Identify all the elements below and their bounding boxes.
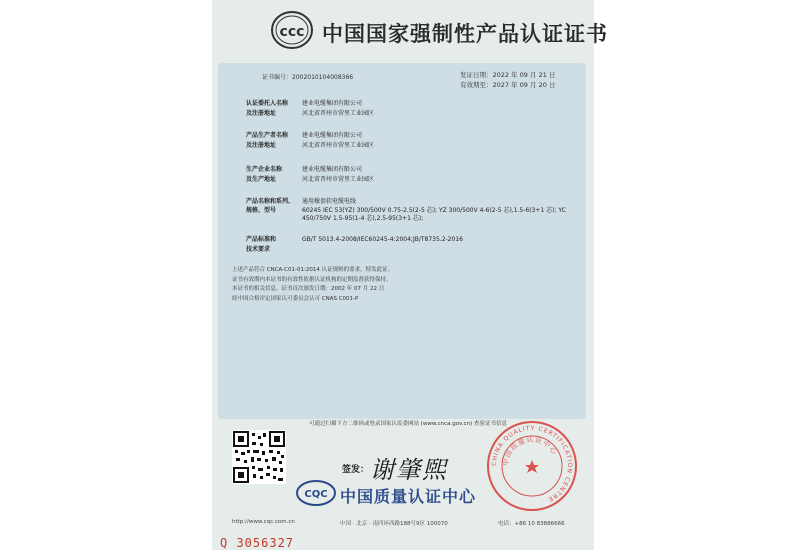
cert-number: 证书编号：2002010104008366	[262, 74, 354, 81]
field-value: 河北省晋州市营里工业园区	[302, 176, 375, 183]
note-line: 本证书的相关信息，证书首次颁发日期：2002 年 07 月 22 日	[232, 286, 385, 292]
field-value: GB/T 5013.4-2008/IEC60245-4:2004;JB/T8735.2-2016	[302, 236, 463, 243]
footer-phone: 电话：+86 10 83886666	[498, 521, 565, 527]
field-label: 产品名称和系列、	[246, 198, 295, 205]
field-label: 认证委托人名称	[246, 100, 289, 107]
field-label: 规格、型号	[246, 207, 277, 214]
footer-address: 中国 · 北京 · 南四环西路188号9区 100070	[340, 521, 448, 527]
svg-text:中国质量认证中心: 中国质量认证中心	[501, 435, 559, 467]
qr-code-icon[interactable]	[232, 430, 286, 484]
issuer-name: 中国质量认证中心	[340, 487, 477, 506]
svg-text:CHINA QUALITY CERTIFICATION CE: CHINA QUALITY CERTIFICATION CENTRE	[490, 424, 574, 504]
svg-text:ccc: ccc	[279, 24, 305, 40]
field-label: 产品生产者名称	[246, 132, 289, 139]
official-seal-icon	[486, 420, 578, 512]
field-value: 通用橡套软电缆电线	[302, 198, 357, 205]
svg-text:CQC: CQC	[304, 489, 328, 500]
field-value: 河北省晋州市营里工业园区	[302, 142, 375, 149]
signature-label: 签发：	[342, 465, 370, 475]
footer-website: http://www.cqc.com.cn	[232, 519, 295, 525]
note-line: 经中国合格评定国家认可委员会认可 CNAS C001-P	[232, 295, 359, 302]
signature: 谢肇煕	[370, 456, 448, 484]
issue-date: 发证日期：2022 年 09 月 21 日	[460, 71, 556, 79]
cqc-logo-icon	[296, 480, 336, 506]
serial-number: Q 3056327	[220, 536, 295, 550]
field-label: 及生产地址	[246, 176, 277, 183]
field-label: 产品标准和	[246, 236, 277, 243]
expiry-date: 有效期至：2027 年 09 月 20 日	[460, 81, 556, 89]
ccc-logo-icon	[270, 10, 314, 50]
field-label: 及注册地址	[246, 110, 277, 117]
note-line: 上述产品符合 CNCA-C01-01:2014 认证规则的要求，特发此证。	[232, 267, 394, 273]
cert-dates	[460, 70, 555, 90]
field-value: 建业电缆集团有限公司	[302, 132, 363, 139]
page-title: 中国国家强制性产品认证证书	[322, 22, 608, 46]
field-label: 及注册地址	[246, 142, 277, 149]
field-value: 450/750V 1.5-95(1-4 芯),2.5-95(3+1 芯);	[302, 215, 424, 222]
verify-text: 可通过扫描下方二维码或登录国家认监委网站 (www.cnca.gov.cn) 查验证书信息	[308, 421, 508, 427]
certificate-header	[212, 10, 608, 50]
field-value: 建业电缆集团有限公司	[302, 100, 363, 107]
field-label: 生产企业名称	[246, 166, 283, 173]
field-value: 建业电缆集团有限公司	[302, 166, 363, 173]
certificate-notes	[232, 266, 393, 304]
field-label: 技术要求	[246, 246, 271, 253]
field-value: 60245 IEC 53(YZ) 300/500V 0.75-2.5(2-5 芯); YZ 300/500V 4-6(2-5 芯),1.5-6(3+1 芯); YC	[302, 207, 566, 214]
field-value: 河北省晋州市营里工业园区	[302, 110, 375, 117]
note-line: 证书有效期内本证书的有效性依据认证机构的定期监督获得保持。	[232, 276, 392, 283]
